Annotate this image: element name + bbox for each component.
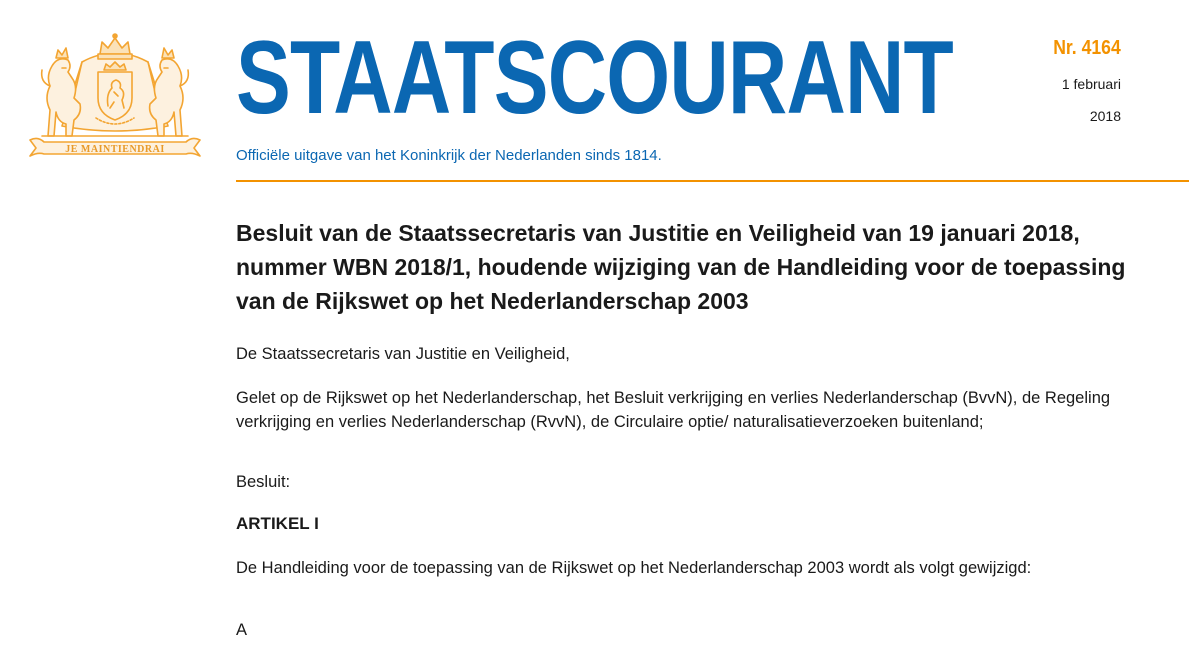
masthead-title: STAATSCOURANT bbox=[236, 20, 953, 136]
issue-year: 2018 bbox=[1089, 108, 1121, 124]
article-heading: ARTIKEL I bbox=[236, 514, 319, 533]
svg-text:JE MAINTIENDRAI: JE MAINTIENDRAI bbox=[65, 144, 165, 155]
issue-info bbox=[1044, 38, 1121, 124]
masthead-tagline: Officiële uitgave van het Koninkrijk der Nederlanden sinds 1814. bbox=[236, 147, 662, 164]
issue-number: Nr. 4164 bbox=[1053, 37, 1121, 59]
document-title: Besluit van de Staatssecretaris van Justitie en Veiligheid van 19 januari 2018, nummer WBN 2018/1, houdende wijziging van de Handleiding voor de toepassing van de Rijkswet op het Nederlanderschap 2003 bbox=[236, 220, 1126, 314]
amendment-intro-paragraph: De Handleiding voor de toepassing van de Rijkswet op het Nederlanderschap 2003 wordt als volgt gewijzigd: bbox=[236, 559, 1032, 577]
coat-of-arms-logo bbox=[22, 32, 208, 158]
header-divider bbox=[236, 180, 1189, 182]
decision-paragraph: Besluit: bbox=[236, 473, 291, 491]
issuer-paragraph: De Staatssecretaris van Justitie en Veiligheid, bbox=[236, 345, 570, 363]
issue-date: 1 februari bbox=[1061, 76, 1121, 92]
considerations-paragraph: Gelet op de Rijkswet op het Nederlanderschap, het Besluit verkrijging en verlies Nederlanderschap (BvvN), de Regeling verkrijging en verlies Nederlanderschap (RvvN), de Circulaire optie/ naturalisatieverzoeken buitenland; bbox=[236, 389, 1111, 431]
item-letter: A bbox=[236, 621, 248, 639]
